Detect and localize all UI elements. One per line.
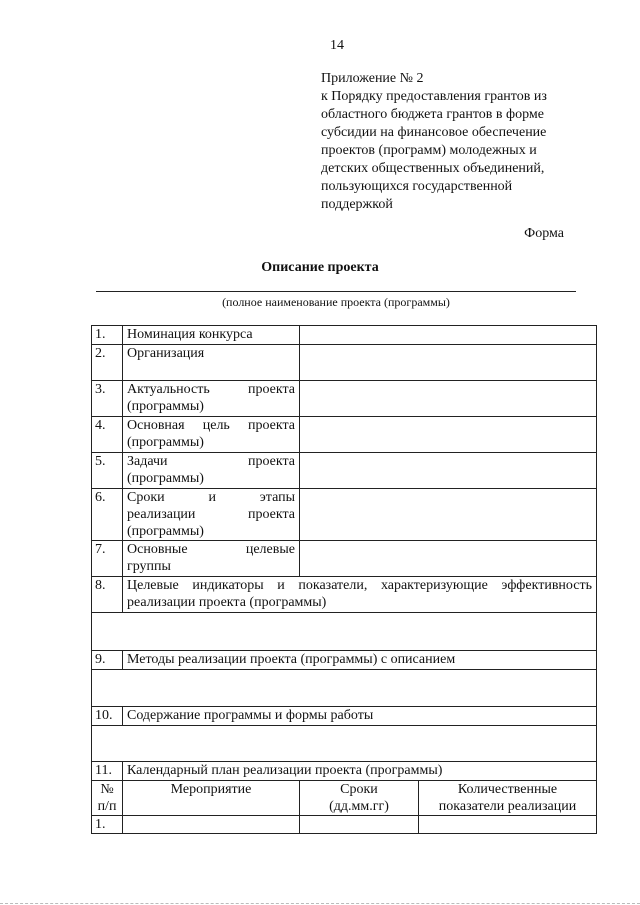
table-row xyxy=(92,345,597,381)
document-title: Описание проекта xyxy=(261,260,379,275)
row-label-line: (программы) xyxy=(127,435,204,450)
appendix-line: Приложение № 2 xyxy=(321,71,424,86)
row-label xyxy=(123,417,300,453)
plan-col-quantitative-line: Количественные xyxy=(457,782,558,797)
row-label: Календарный план реализации проекта (программы) xyxy=(123,762,597,781)
row-label: Организация xyxy=(123,345,300,381)
value-cell[interactable] xyxy=(300,381,597,417)
table-row xyxy=(92,541,597,577)
appendix-line: субсидии на финансовое обеспечение xyxy=(321,125,547,140)
plan-quantitative-cell[interactable] xyxy=(419,816,597,834)
row-label-line: Актуальность проекта xyxy=(127,382,295,397)
page-edge-divider xyxy=(0,903,640,904)
answer-row xyxy=(92,726,597,762)
row-label-line: (программы) xyxy=(127,471,204,486)
row-label: Номинация конкурса xyxy=(123,326,300,345)
row-number: 2. xyxy=(92,345,123,381)
answer-cell[interactable] xyxy=(92,613,597,651)
row-label: Содержание программы и формы работы xyxy=(123,707,597,726)
row-number: 10. xyxy=(92,707,123,726)
plan-col-terms-line: (дд.мм.гг) xyxy=(329,799,389,814)
plan-terms-cell[interactable] xyxy=(300,816,419,834)
row-number: 5. xyxy=(92,453,123,489)
row-number: 3. xyxy=(92,381,123,417)
appendix-line: проектов (программ) молодежных и xyxy=(321,143,537,158)
plan-col-terms xyxy=(300,781,419,816)
row-label-line: реализации проекта xyxy=(127,507,295,522)
plan-event-cell[interactable] xyxy=(123,816,300,834)
row-number: 9. xyxy=(92,651,123,670)
appendix-line: областного бюджета грантов в форме xyxy=(321,107,544,122)
row-label-line: Задачи проекта xyxy=(127,454,295,469)
project-name-line[interactable] xyxy=(96,291,576,292)
table-row xyxy=(92,381,597,417)
plan-col-number xyxy=(92,781,123,816)
plan-col-quantitative xyxy=(419,781,597,816)
row-number: 1. xyxy=(92,326,123,345)
answer-row xyxy=(92,670,597,707)
plan-header-row xyxy=(92,781,597,816)
row-number: 8. xyxy=(92,577,123,613)
row-label-line: (программы) xyxy=(127,399,204,414)
plan-col-terms-line: Сроки xyxy=(340,782,378,797)
value-cell[interactable] xyxy=(300,453,597,489)
table-row xyxy=(92,489,597,541)
row-number: 11. xyxy=(92,762,123,781)
appendix-block xyxy=(321,70,581,214)
appendix-line: к Порядку предоставления грантов из xyxy=(321,89,547,104)
row-label-line: группы xyxy=(127,559,171,574)
value-cell[interactable] xyxy=(300,417,597,453)
row-label xyxy=(123,489,300,541)
plan-col-event: Мероприятие xyxy=(123,781,300,816)
table-row xyxy=(92,762,597,781)
table-row xyxy=(92,707,597,726)
table-row xyxy=(92,577,597,613)
project-name-caption: (полное наименование проекта (программы) xyxy=(222,295,450,309)
value-cell[interactable] xyxy=(300,541,597,577)
appendix-line: детских общественных объединений, xyxy=(321,161,545,176)
row-label-line: Сроки и этапы xyxy=(127,490,295,505)
answer-cell[interactable] xyxy=(92,670,597,707)
table-row xyxy=(92,326,597,345)
project-description-table xyxy=(91,325,597,834)
plan-col-number-line: № xyxy=(100,782,114,797)
row-number: 7. xyxy=(92,541,123,577)
appendix-line: пользующихся государственной xyxy=(321,179,513,194)
appendix-line: поддержкой xyxy=(321,197,393,212)
row-label-line: Основная цель проекта xyxy=(127,418,295,433)
plan-col-number-line: п/п xyxy=(97,799,117,814)
row-label-line: Основные целевые xyxy=(127,542,295,557)
row-label: Методы реализации проекта (программы) с описанием xyxy=(123,651,597,670)
answer-row xyxy=(92,613,597,651)
form-label: Форма xyxy=(524,226,564,241)
value-cell[interactable] xyxy=(300,326,597,345)
row-number: 6. xyxy=(92,489,123,541)
row-number: 4. xyxy=(92,417,123,453)
row-label: Целевые индикаторы и показатели, характеризующие эффективность реализации проекта (программы) xyxy=(123,577,597,613)
table-row xyxy=(92,651,597,670)
value-cell[interactable] xyxy=(300,345,597,381)
table-row xyxy=(92,453,597,489)
answer-cell[interactable] xyxy=(92,726,597,762)
plan-row-number: 1. xyxy=(92,816,123,834)
plan-col-quantitative-line: показатели реализации xyxy=(438,799,577,814)
row-label xyxy=(123,453,300,489)
row-label xyxy=(123,541,300,577)
value-cell[interactable] xyxy=(300,489,597,541)
row-label-line: (программы) xyxy=(127,524,204,539)
page-number: 14 xyxy=(330,38,344,53)
row-label xyxy=(123,381,300,417)
plan-row xyxy=(92,816,597,834)
table-row xyxy=(92,417,597,453)
